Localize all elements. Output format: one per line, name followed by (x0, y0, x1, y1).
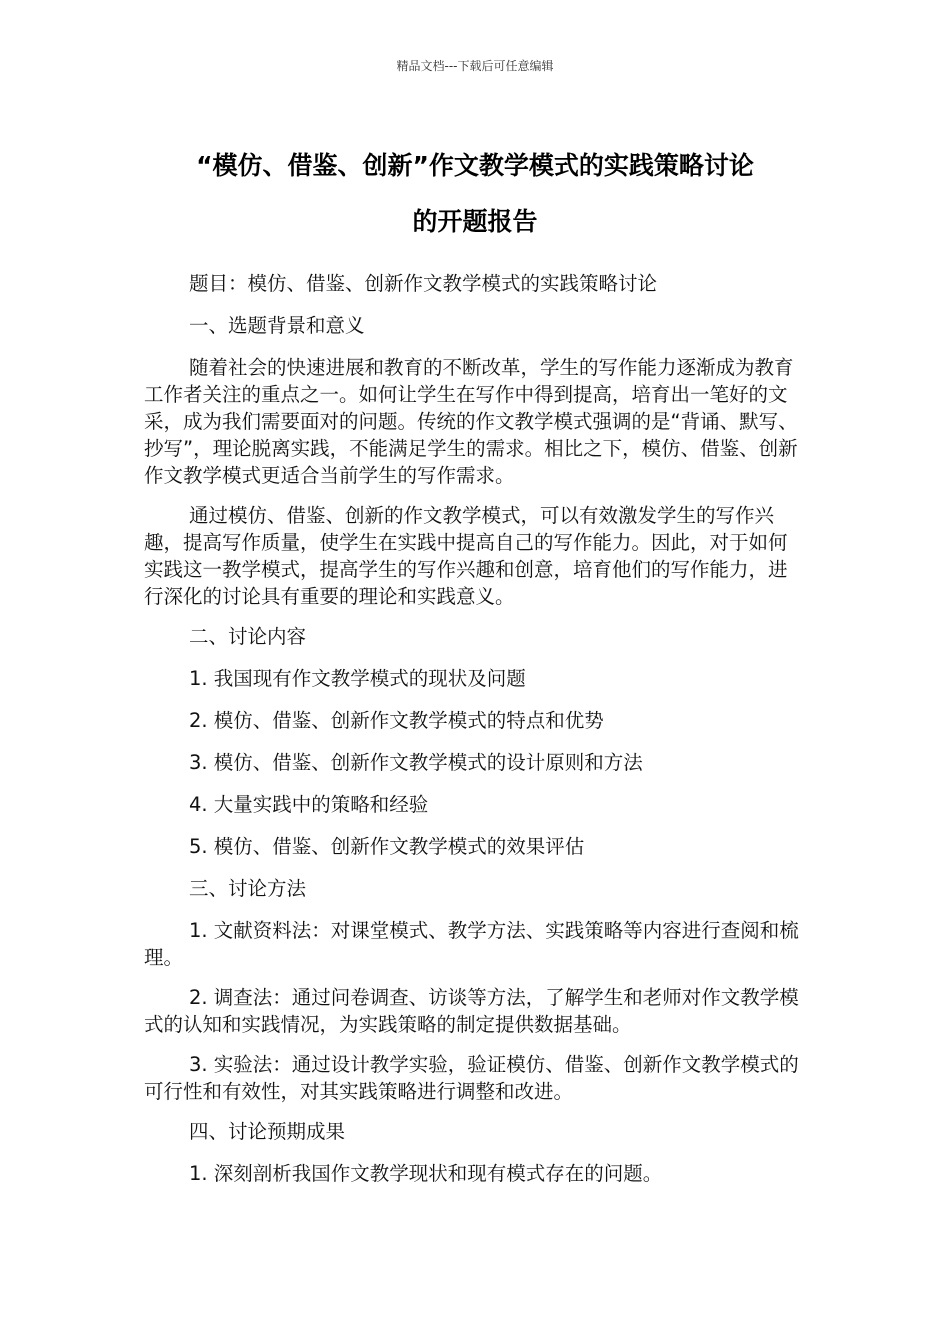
section-heading-content: 二、讨论内容 (189, 625, 307, 648)
page-header-note: 精品文档---下载后可任意编辑 (396, 59, 554, 73)
content-list-item: 3. 模仿、借鉴、创新作文教学模式的设计原则和方法 (189, 751, 643, 774)
section-heading-methods: 三、讨论方法 (189, 877, 307, 900)
title-line-1: “模仿、借鉴、创新”作文教学模式的实践策略讨论 (196, 151, 754, 180)
content-list-item: 4. 大量实践中的策略和经验 (189, 793, 429, 816)
topic-line: 题目：模仿、借鉴、创新作文教学模式的实践策略讨论 (189, 272, 658, 295)
section-heading-background: 一、选题背景和意义 (189, 314, 365, 337)
document-body (144, 270, 799, 1202)
background-paragraph-1: 随着社会的快速进展和教育的不断改革，学生的写作能力逐渐成为教育工作者关注的重点之一。如何让学生在写作中得到提高，培育出一笔好的文采，成为我们需要面对的问题。传统的作文教学模式强调的是“背诵、默写、抄写”，理论脱离实践，不能满足学生的需求。相比之下，模仿、借鉴、创新作文教学模式更适合当前学生的写作需求。 (144, 356, 798, 487)
method-item: 3. 实验法：通过设计教学实验，验证模仿、借鉴、创新作文教学模式的可行性和有效性，对其实践策略进行调整和改进。 (144, 1053, 799, 1103)
content-list-item: 2. 模仿、借鉴、创新作文教学模式的特点和优势 (189, 709, 604, 732)
content-list-item: 5. 模仿、借鉴、创新作文教学模式的效果评估 (189, 835, 585, 858)
content-list-item: 1. 我国现有作文教学模式的现状及问题 (189, 667, 526, 690)
method-item: 2. 调查法：通过问卷调查、访谈等方法，了解学生和老师对作文教学模式的认知和实践情况，为实践策略的制定提供数据基础。 (144, 986, 799, 1036)
document-title (120, 138, 830, 250)
background-paragraph-2: 通过模仿、借鉴、创新的作文教学模式，可以有效激发学生的写作兴趣，提高写作质量，使学生在实践中提高自己的写作能力。因此，对于如何实践这一教学模式，提高学生的写作兴趣和创意，培育他们的写作能力，进行深化的讨论具有重要的理论和实践意义。 (144, 504, 788, 608)
outcome-item: 1. 深刻剖析我国作文教学现状和现有模式存在的问题。 (189, 1162, 663, 1185)
section-heading-outcomes: 四、讨论预期成果 (189, 1120, 346, 1143)
method-item: 1. 文献资料法：对课堂模式、教学方法、实践策略等内容进行查阅和梳理。 (144, 919, 799, 969)
title-line-2: 的开题报告 (412, 207, 538, 236)
